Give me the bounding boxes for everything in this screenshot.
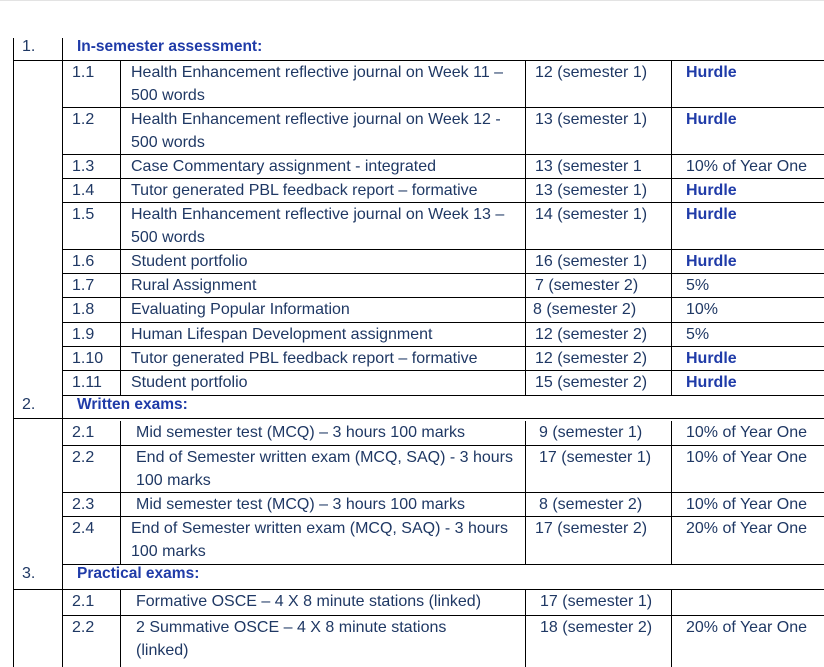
section-header-practical-exams	[13, 565, 824, 590]
item-description: Mid semester test (MCQ) – 3 hours 100 marks	[136, 496, 465, 513]
column-divider	[671, 155, 672, 178]
item-week: 17 (semester 2)	[535, 520, 648, 537]
item-number: 1.9	[72, 326, 95, 343]
item-number: 1.8	[72, 301, 95, 318]
column-divider	[525, 203, 526, 249]
item-week: 18 (semester 2)	[540, 619, 653, 636]
item-description: Student portfolio	[131, 253, 248, 270]
column-divider	[120, 61, 121, 107]
column-divider	[671, 108, 672, 154]
column-divider	[525, 347, 526, 370]
item-week: 13 (semester 1)	[535, 111, 648, 128]
section-title: In-semester assessment:	[77, 38, 263, 55]
item-week: 9 (semester 1)	[539, 424, 643, 441]
column-divider	[525, 371, 526, 395]
column-divider	[120, 371, 121, 395]
top-rule	[0, 0, 824, 1]
item-week: 8 (semester 2)	[539, 496, 643, 513]
item-week: 12 (semester 2)	[535, 326, 648, 343]
column-divider	[120, 323, 121, 346]
item-assessment: 10% of Year One	[686, 449, 807, 466]
table-row	[62, 203, 824, 250]
table-row	[62, 590, 824, 616]
item-week: 13 (semester 1)	[535, 182, 648, 199]
column-divider	[525, 250, 526, 273]
item-assessment: Hurdle	[686, 64, 737, 81]
column-divider	[525, 323, 526, 346]
item-assessment: Hurdle	[686, 253, 737, 270]
item-number: 1.3	[72, 158, 95, 175]
column-divider	[671, 446, 672, 492]
column-divider	[671, 493, 672, 516]
column-divider	[120, 590, 121, 615]
item-description: Tutor generated PBL feedback report – formative	[131, 182, 478, 199]
table-row	[62, 155, 824, 179]
column-divider	[671, 590, 672, 615]
column-divider	[120, 108, 121, 154]
column-divider	[120, 493, 121, 516]
item-number: 1.11	[72, 374, 102, 391]
item-description: Mid semester test (MCQ) – 3 hours 100 marks	[136, 424, 465, 441]
item-assessment: Hurdle	[686, 111, 737, 128]
item-number: 1.6	[72, 253, 95, 270]
table-row	[62, 493, 824, 517]
item-week: 8 (semester 2)	[533, 301, 637, 318]
item-assessment: Hurdle	[686, 206, 737, 223]
item-number: 1.1	[72, 64, 95, 81]
column-divider	[525, 61, 526, 107]
column-divider	[120, 179, 121, 202]
table-row	[62, 298, 824, 323]
section-title: Written exams:	[77, 396, 188, 413]
item-description: Formative OSCE – 4 X 8 minute stations (linked)	[136, 593, 482, 610]
item-description: Health Enhancement reflective journal on Week 13 – 500 words	[131, 206, 505, 246]
item-assessment: 10% of Year One	[686, 424, 807, 441]
item-assessment: Hurdle	[686, 374, 737, 391]
column-divider	[525, 421, 526, 445]
column-divider	[671, 298, 672, 322]
item-assessment: 5%	[686, 326, 710, 343]
column-divider	[120, 421, 121, 445]
item-number: 2.1	[72, 593, 95, 610]
column-divider	[525, 493, 526, 516]
item-week: 12 (semester 2)	[535, 350, 648, 367]
item-assessment: 10% of Year One	[686, 496, 807, 513]
item-number: 2.2	[72, 449, 95, 466]
section-header-written-exams	[13, 396, 824, 419]
item-week: 17 (semester 1)	[539, 449, 652, 466]
column-divider	[671, 323, 672, 346]
item-description: Case Commentary assignment - integrated	[131, 158, 437, 175]
item-number: 2.1	[72, 424, 95, 441]
item-assessment: 10% of Year One	[686, 158, 807, 175]
item-week: 13 (semester 1	[535, 158, 642, 175]
item-description: Tutor generated PBL feedback report – formative	[131, 350, 478, 367]
item-description: Health Enhancement reflective journal on Week 12 - 500 words	[131, 111, 501, 151]
column-divider	[525, 517, 526, 564]
item-description: Evaluating Popular Information	[131, 301, 350, 318]
column-divider	[671, 61, 672, 107]
column-divider	[120, 250, 121, 273]
column-divider	[120, 616, 121, 667]
section-number: 2.	[22, 396, 36, 413]
column-divider	[525, 108, 526, 154]
column-divider	[671, 250, 672, 273]
table-row	[62, 108, 824, 155]
item-number: 1.2	[72, 111, 95, 128]
item-assessment: 20% of Year One	[686, 520, 807, 537]
table-row	[62, 250, 824, 274]
item-week: 14 (semester 1)	[535, 206, 648, 223]
column-divider	[525, 590, 526, 615]
item-week: 15 (semester 2)	[535, 374, 648, 391]
column-divider	[525, 616, 526, 667]
section-title: Practical exams:	[77, 565, 200, 582]
item-week: 17 (semester 1)	[540, 593, 653, 610]
column-divider	[671, 517, 672, 564]
item-description: Student portfolio	[131, 374, 248, 391]
item-description: End of Semester written exam (MCQ, SAQ) - 3 hours 100 marks	[131, 520, 509, 560]
item-number: 1.5	[72, 206, 95, 223]
item-number: 1.4	[72, 182, 95, 199]
item-description: End of Semester written exam (MCQ, SAQ) - 3 hours 100 marks	[136, 449, 514, 489]
section-number: 1.	[22, 38, 36, 55]
table-row	[62, 179, 824, 203]
item-assessment: 20% of Year One	[686, 619, 807, 636]
item-assessment: Hurdle	[686, 182, 737, 199]
column-divider	[671, 203, 672, 249]
item-description: Health Enhancement reflective journal on Week 11 – 500 words	[131, 64, 504, 104]
column-divider	[525, 179, 526, 202]
item-week: 16 (semester 1)	[535, 253, 648, 270]
column-divider	[120, 298, 121, 322]
item-number: 1.10	[72, 350, 104, 367]
section-number: 3.	[22, 565, 36, 582]
item-assessment: 10%	[686, 301, 719, 318]
item-assessment: Hurdle	[686, 350, 737, 367]
column-divider	[671, 347, 672, 370]
table-row	[62, 323, 824, 347]
item-number: 2.4	[72, 520, 95, 537]
table-row	[62, 371, 824, 396]
table-row	[62, 61, 824, 108]
item-number: 2.2	[72, 619, 95, 636]
column-divider	[120, 446, 121, 492]
column-divider	[525, 155, 526, 178]
column-divider	[671, 274, 672, 297]
column-divider	[120, 203, 121, 249]
column-divider	[120, 517, 121, 564]
column-divider	[120, 155, 121, 178]
table-row	[62, 517, 824, 565]
item-description: Rural Assignment	[131, 277, 257, 294]
column-divider	[525, 298, 526, 322]
item-description: 2 Summative OSCE – 4 X 8 minute stations (linked)	[136, 619, 447, 659]
table-row	[62, 274, 824, 298]
column-divider	[120, 347, 121, 370]
column-divider	[525, 446, 526, 492]
table-row	[62, 347, 824, 371]
column-divider	[120, 274, 121, 297]
table-row	[62, 421, 824, 446]
item-number: 2.3	[72, 496, 95, 513]
column-divider	[671, 421, 672, 445]
item-week: 7 (semester 2)	[535, 277, 639, 294]
item-number: 1.7	[72, 277, 95, 294]
section-header-in-semester	[13, 38, 824, 61]
column-divider	[671, 371, 672, 395]
table-row	[62, 616, 824, 667]
item-week: 12 (semester 1)	[535, 64, 648, 81]
column-divider	[525, 274, 526, 297]
item-description: Human Lifespan Development assignment	[131, 326, 433, 343]
column-divider	[671, 179, 672, 202]
table-row	[62, 446, 824, 493]
column-divider	[671, 616, 672, 667]
item-assessment: 5%	[686, 277, 710, 294]
